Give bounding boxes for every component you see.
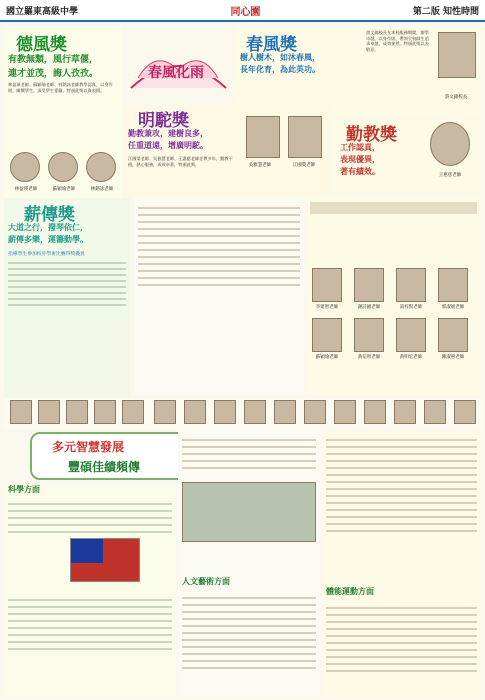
- chun-feng-title: 春風獎: [246, 35, 297, 55]
- photo-caption: 林盈瑛老師: [14, 187, 38, 192]
- xin-chuan-title: 薪傳獎: [24, 205, 75, 225]
- renwen-section: [178, 430, 320, 696]
- ming-tuo-line2: 任重道遠，增廣明駝。: [128, 140, 208, 150]
- principal-photo: [438, 32, 476, 78]
- photo-caption: 王惠慈老師: [438, 173, 462, 178]
- title-logo: [126, 48, 231, 102]
- photo-caption: 謝詩穎老師: [357, 305, 381, 310]
- chun-feng-line2: 長年化育，為此英功。: [240, 64, 320, 74]
- keji-heading: 科學方面: [8, 485, 40, 494]
- de-feng-body: 林盈瑛老師、蘇穎瑜老師、林銘詠老師教學認真，以身作則，關懷學生，深受學生愛戴，特頒此獎以資表揚。: [8, 82, 113, 93]
- de-feng-section: [4, 26, 122, 198]
- teacher-photo: [246, 116, 280, 158]
- xin-chuan-line2: 薪傳多樂，運籌動學。: [8, 234, 88, 244]
- ming-tuo-title: 明駝獎: [138, 111, 189, 131]
- xin-chuan-subtitle: 指導學生參加校外學術比賽得獎優異: [8, 252, 85, 257]
- chun-feng-body: 游文錦校長在本校服務期間，辦學卓越，以身作則，帶領全校師生追求卓越，成效斐然，特頒此獎以表敬意。: [366, 30, 429, 52]
- ming-tuo-body: 江國榮老師、吳雅慧老師、王惠慈老師任教多年，勤教不倦，熱心服務，成效卓著，特頒此獎。: [128, 156, 233, 167]
- bottom-photo-row: [4, 398, 481, 430]
- school-name: 國立羅東高級中學: [6, 6, 79, 17]
- teacher-photo: [86, 152, 116, 182]
- keji-section: [4, 484, 176, 696]
- page-header: [0, 0, 485, 22]
- qin-jiao-section: [332, 120, 481, 192]
- de-feng-title: 德風獎: [16, 35, 67, 55]
- award-list-section: [134, 196, 304, 396]
- edition-label: 第二版 知性時間: [412, 6, 479, 17]
- ming-tuo-section: [124, 104, 330, 196]
- teacher-photo: [288, 116, 322, 158]
- photo-caption: 游文錦校長: [444, 95, 468, 100]
- flag-photo: [70, 538, 140, 582]
- xin-chuan-line1: 大道之行，撥琴依仁，: [8, 222, 88, 232]
- teacher-photo: [48, 152, 78, 182]
- dg-title: 多元智慧發展: [52, 440, 125, 454]
- qin-jiao-line1: 工作認真，: [340, 142, 380, 152]
- chun-feng-line1: 樹人樹木，如沐春風，: [240, 52, 320, 62]
- teacher-photo: [10, 152, 40, 182]
- tiyu-heading: 體能運動方面: [326, 587, 374, 596]
- photo-caption: 陳淑惠老師: [441, 355, 465, 360]
- dg-subtitle: 豐碩佳績頻傳: [68, 460, 141, 474]
- photo-caption: 黃明宏老師: [399, 355, 423, 360]
- tiyu-section: [322, 430, 481, 696]
- teacher-grid: [306, 196, 481, 396]
- de-feng-line2: 連才並茂，誨人孜孜。: [8, 69, 99, 79]
- photo-caption: 湯梓賢老師: [399, 305, 423, 310]
- renwen-heading: 人文藝術方面: [182, 577, 230, 586]
- photo-caption: 李建智老師: [315, 305, 339, 310]
- qin-jiao-line2: 表現優異，: [340, 154, 380, 164]
- photo-caption: 蘇穎瑜老師: [315, 355, 339, 360]
- logo-title: 春風化雨: [148, 65, 204, 81]
- dg-ribbon: [30, 432, 190, 480]
- newsletter-title: 同心園: [230, 6, 261, 18]
- teacher-photo: [430, 122, 470, 166]
- qin-jiao-title: 勤教獎: [346, 125, 397, 145]
- photo-caption: 江國榮老師: [292, 163, 316, 168]
- photo-caption: 郭淑媛老師: [441, 305, 465, 310]
- photo-caption: 吳雅慧老師: [248, 163, 272, 168]
- photo-caption: 林銘詠老師: [90, 187, 114, 192]
- photo-caption: 黃信智老師: [357, 355, 381, 360]
- xin-chuan-section: [4, 198, 130, 398]
- event-photo: [182, 482, 316, 542]
- qin-jiao-line3: 著有績效。: [340, 166, 380, 176]
- photo-caption: 蘇穎瑜老師: [52, 187, 76, 192]
- ming-tuo-line1: 勤教兼攻，建樹良多，: [128, 128, 208, 138]
- de-feng-line1: 有教無類，風行草偃，: [8, 55, 99, 65]
